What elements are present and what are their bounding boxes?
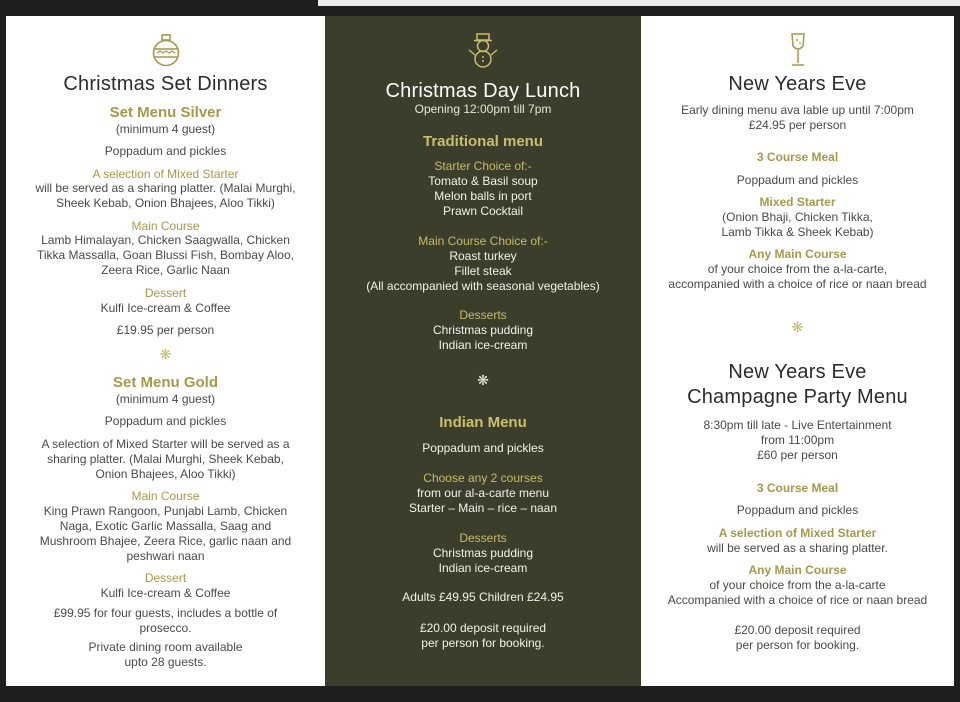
gold-starter-line: sharing platter. (Malai Murghi, Sheek Kebab, [47,452,284,466]
main-line: accompanied with a choice of rice or naan bread [668,277,927,291]
snowflake-icon: ❋ [159,346,172,362]
gold-price-line: £99.95 for four guests, includes a bottle of [53,606,278,620]
indian-dessert-heading: Desserts [459,531,507,545]
christmas-set-dinners-panel [6,16,325,686]
party-meal-heading: 3 Course Meal [756,481,839,495]
party-main-line: of your choice from the a-la-carte [709,578,886,592]
main-heading: Main Course Choice of:- [418,234,548,248]
main-item: (All accompanied with seasonal vegetables) [366,279,600,293]
party-info-line: £60 per person [757,448,838,462]
bauble-icon [151,34,181,68]
silver-main-heading: Main Course [131,219,200,233]
choose-heading: Choose any 2 courses [423,471,543,485]
starter-item: Melon balls in port [434,189,532,203]
choose-line: Starter – Main – rice – naan [408,501,558,515]
dessert-item: Christmas pudding [432,323,534,337]
main-item: Fillet steak [454,264,512,278]
silver-menu-title: Set Menu Silver [109,104,222,121]
party-poppadum: Poppadum and pickles [736,503,859,517]
opening-hours: Opening 12:00pm till 7pm [414,102,552,116]
starter-item: Tomato & Basil soup [428,174,538,188]
party-title-line: Champagne Party Menu [687,386,908,408]
poppadum: Poppadum and pickles [736,173,859,187]
starter-line: (Onion Bhaji, Chicken Tikka, [722,210,873,224]
party-starter-line: will be served as a sharing platter. [707,541,888,555]
starter-line: Lamb Tikka & Sheek Kebab) [721,225,874,239]
dessert-item: Indian ice-cream [438,338,528,352]
deposit-line: £20.00 deposit required [419,621,547,635]
main-item: Roast turkey [449,249,517,263]
panel-title: Christmas Set Dinners [63,73,268,95]
snowflake-icon: ❋ [477,372,489,388]
indian-dessert-item: Indian ice-cream [438,561,528,575]
early-dining-line: £24.95 per person [748,118,847,132]
panel-title: New Years Eve [728,73,867,95]
main-heading: Any Main Course [748,247,847,261]
silver-dessert: Kulfi Ice-cream & Coffee [100,301,231,315]
party-deposit-line: per person for booking. [735,638,860,652]
silver-dessert-heading: Dessert [144,286,187,300]
gold-main-line: Naga, Exotic Garlic Massalla, Saag and [59,519,272,533]
snowman-icon [467,32,499,68]
dessert-heading: Desserts [459,308,507,322]
gold-menu-title: Set Menu Gold [113,374,218,391]
bottom-strip [0,686,960,702]
party-info-line: 8:30pm till late - Live Entertainment [703,418,892,432]
silver-price: £19.95 per person [116,323,215,337]
gold-starter-line: A selection of Mixed Starter will be served as a [41,437,290,451]
silver-main-line: Tikka Massalla, Goan Blussi Fish, Bombay Aloo, [37,248,294,262]
gold-dessert: Kulfi Ice-cream & Coffee [100,586,231,600]
main-line: of your choice from the a-la-carte, [707,262,888,276]
snowflake-icon: ❋ [791,319,804,335]
party-main-heading: Any Main Course [748,563,847,577]
party-deposit-line: £20.00 deposit required [734,623,861,637]
indian-menu-title: Indian Menu [439,414,527,431]
deposit-line: per person for booking. [421,636,545,650]
meal-heading: 3 Course Meal [756,150,839,164]
champagne-glass-icon [787,32,809,68]
indian-poppadum: Poppadum and pickles [422,441,544,455]
silver-starter-heading: A selection of Mixed Starter [92,167,239,181]
party-info-line: from 11:00pm [760,433,835,447]
party-starter-heading: A selection of Mixed Starter [718,526,877,540]
top-strip [318,0,960,6]
silver-minimum: (minimum 4 guest) [115,122,216,136]
silver-poppadum: Poppadum and pickles [104,144,227,158]
private-dining-line: upto 28 guests. [124,655,207,669]
traditional-menu-title: Traditional menu [422,133,543,150]
gold-price-line: prosecco. [139,621,192,635]
silver-starter-line: Sheek Kebab, Onion Bhajees, Aloo Tikki) [56,196,275,210]
gold-main-line: Mushroom Bhajee, Zeera Rice, garlic naan and [39,534,292,548]
starter-item: Prawn Cocktail [442,204,524,218]
choose-line: from our al-a-carte menu [416,486,550,500]
starter-heading: Starter Choice of:- [434,159,532,173]
new-years-eve-panel [641,16,954,686]
starter-heading: Mixed Starter [759,195,836,209]
gold-main-line: peshwari naan [126,549,205,563]
private-dining-line: Private dining room available [88,640,243,654]
early-dining-line: Early dining menu ava lable up until 7:00pm [681,103,914,117]
lunch-prices: Adults £49.95 Children £24.95 [402,590,564,604]
silver-main-line: Zeera Rice, Garlic Naan [101,263,230,277]
party-main-line: Accompanied with a choice of rice or naan bread [667,593,928,607]
gold-poppadum: Poppadum and pickles [104,414,227,428]
silver-starter-line: will be served as a sharing platter. (Malai Murghi, [35,181,296,195]
gold-starter-line: Onion Bhajees, Aloo Tikki) [95,467,236,481]
panel-title: Christmas Day Lunch [385,80,581,102]
gold-minimum: (minimum 4 guest) [115,392,216,406]
silver-main-line: Lamb Himalayan, Chicken Saagwalla, Chicken [41,233,290,247]
party-title-line: New Years Eve [728,361,867,383]
indian-dessert-item: Christmas pudding [432,546,534,560]
gold-main-line: King Prawn Rangoon, Punjabi Lamb, Chicken [43,504,288,518]
christmas-day-lunch-panel [325,16,641,686]
gold-dessert-heading: Dessert [144,571,187,585]
gold-main-heading: Main Course [131,489,200,503]
